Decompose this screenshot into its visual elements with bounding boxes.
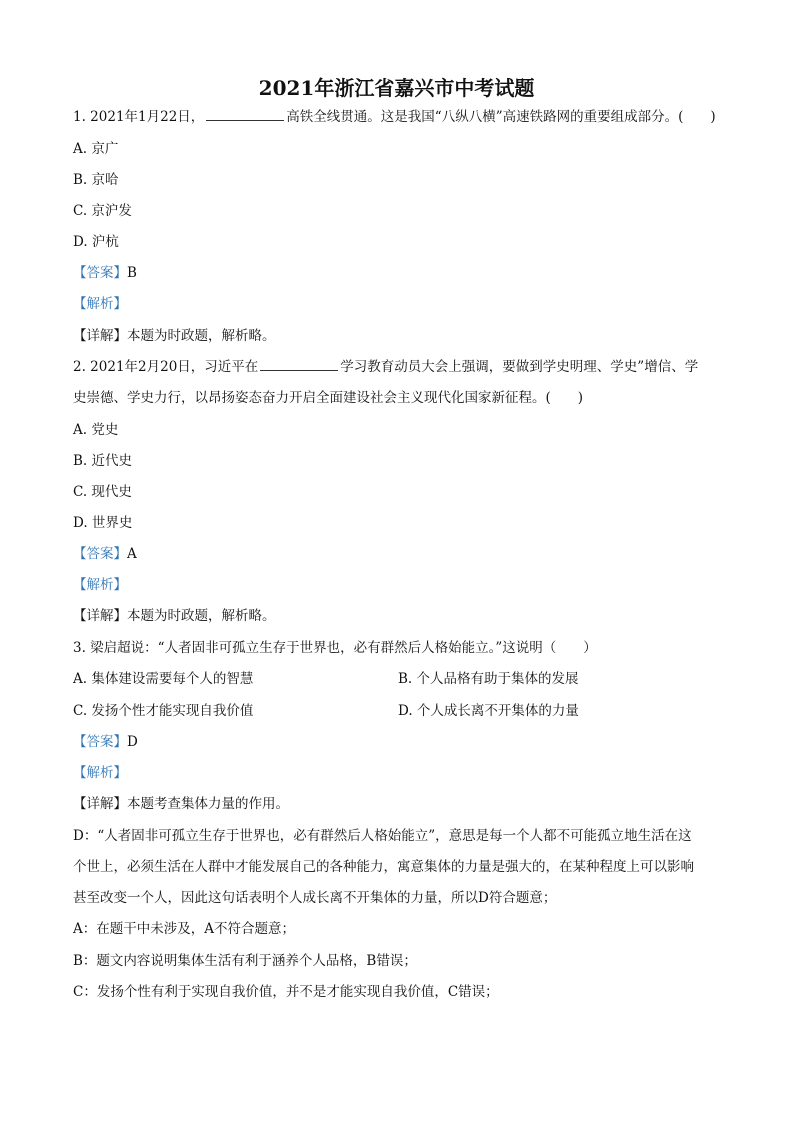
page-title: 2021年浙江省嘉兴市中考试题 [258, 76, 535, 100]
q1-detail [73, 327, 276, 345]
explanation-line: D：“人者固非可孤立生存于世界也，必有群然后人格始能立”，意思是每一个人都不可能孤立地生活在这 [73, 828, 692, 844]
answer-tag: 【答案】 [73, 546, 127, 562]
q3-detail [73, 795, 289, 813]
q1-analysis-tag: 【解析】 [73, 296, 127, 312]
q2-option-d: D. 世界史 [73, 515, 133, 531]
q1-option-a: A. 京广 [73, 141, 119, 157]
detail-tag: 【详解】 [73, 328, 127, 344]
detail-text: 本题为时政题，解析略。 [127, 328, 276, 344]
q2-option-c: C. 现代史 [73, 484, 132, 500]
q2-option-a: A. 党史 [73, 422, 119, 438]
explanation-line: B：题文内容说明集体生活有利于涵养个人品格，B错误； [73, 953, 417, 969]
detail-text: 本题为时政题，解析略。 [127, 608, 276, 624]
q1-stem [73, 108, 716, 126]
answer-tag: 【答案】 [73, 265, 127, 281]
q2-stem [73, 358, 698, 376]
q1-option-c: C. 京沪发 [73, 203, 132, 219]
q2-answer [73, 545, 137, 563]
q3-option-b: B. 个人品格有助于集体的发展 [398, 671, 579, 687]
detail-text: 本题考查集体力量的作用。 [127, 796, 289, 812]
q2-stem-line2: 史崇德、学史力行，以昂扬姿态奋力开启全面建设社会主义现代化国家新征程。( ) [73, 390, 584, 406]
q3-analysis-tag: 【解析】 [73, 765, 127, 781]
q1-option-d: D. 沪杭 [73, 234, 119, 250]
q1-answer [73, 264, 137, 282]
explanation-line: 个世上，必须生活在人群中才能发展自己的各种能力，寓意集体的力量是强大的，在某种程度上可以影响 [73, 859, 694, 875]
q1-stem-pre: 1. 2021年1月22日， [73, 109, 205, 125]
q1-stem-post: 高铁全线贯通。这是我国“八纵八横”高速铁路网的重要组成部分。( ) [286, 109, 716, 125]
explanation-line: A：在题干中未涉及，A不符合题意； [73, 921, 295, 937]
q2-analysis-tag: 【解析】 [73, 577, 127, 593]
explanation-line: 甚至改变一个人，因此这句话表明个人成长离不开集体的力量，所以D符合题意； [73, 890, 557, 906]
q2-stem-pre: 2. 2021年2月20日，习近平在 [73, 359, 259, 375]
explanation-line: C：发扬个性有利于实现自我价值，并不是才能实现自我价值，C错误； [73, 984, 499, 1000]
q3-option-a: A. 集体建设需要每个人的智慧 [73, 671, 254, 687]
answer-value: A [127, 546, 137, 562]
detail-tag: 【详解】 [73, 796, 127, 812]
q2-stem-post: 学习教育动员大会上强调，要做到学史明理、学史”增信、学 [340, 359, 699, 375]
q3-answer [73, 733, 138, 751]
q2-option-b: B. 近代史 [73, 453, 133, 469]
blank [206, 108, 284, 121]
q3-option-d: D. 个人成长离不开集体的力量 [398, 703, 579, 719]
blank [260, 358, 338, 371]
q1-option-b: B. 京哈 [73, 172, 119, 188]
q3-stem: 3. 梁启超说：“人者固非可孤立生存于世界也，必有群然后人格始能立。”这说明（ ） [73, 640, 597, 656]
q2-detail [73, 607, 276, 625]
answer-value: D [127, 734, 138, 750]
answer-tag: 【答案】 [73, 734, 127, 750]
q3-option-c: C. 发扬个性才能实现自我价值 [73, 703, 254, 719]
answer-value: B [127, 265, 137, 281]
detail-tag: 【详解】 [73, 608, 127, 624]
